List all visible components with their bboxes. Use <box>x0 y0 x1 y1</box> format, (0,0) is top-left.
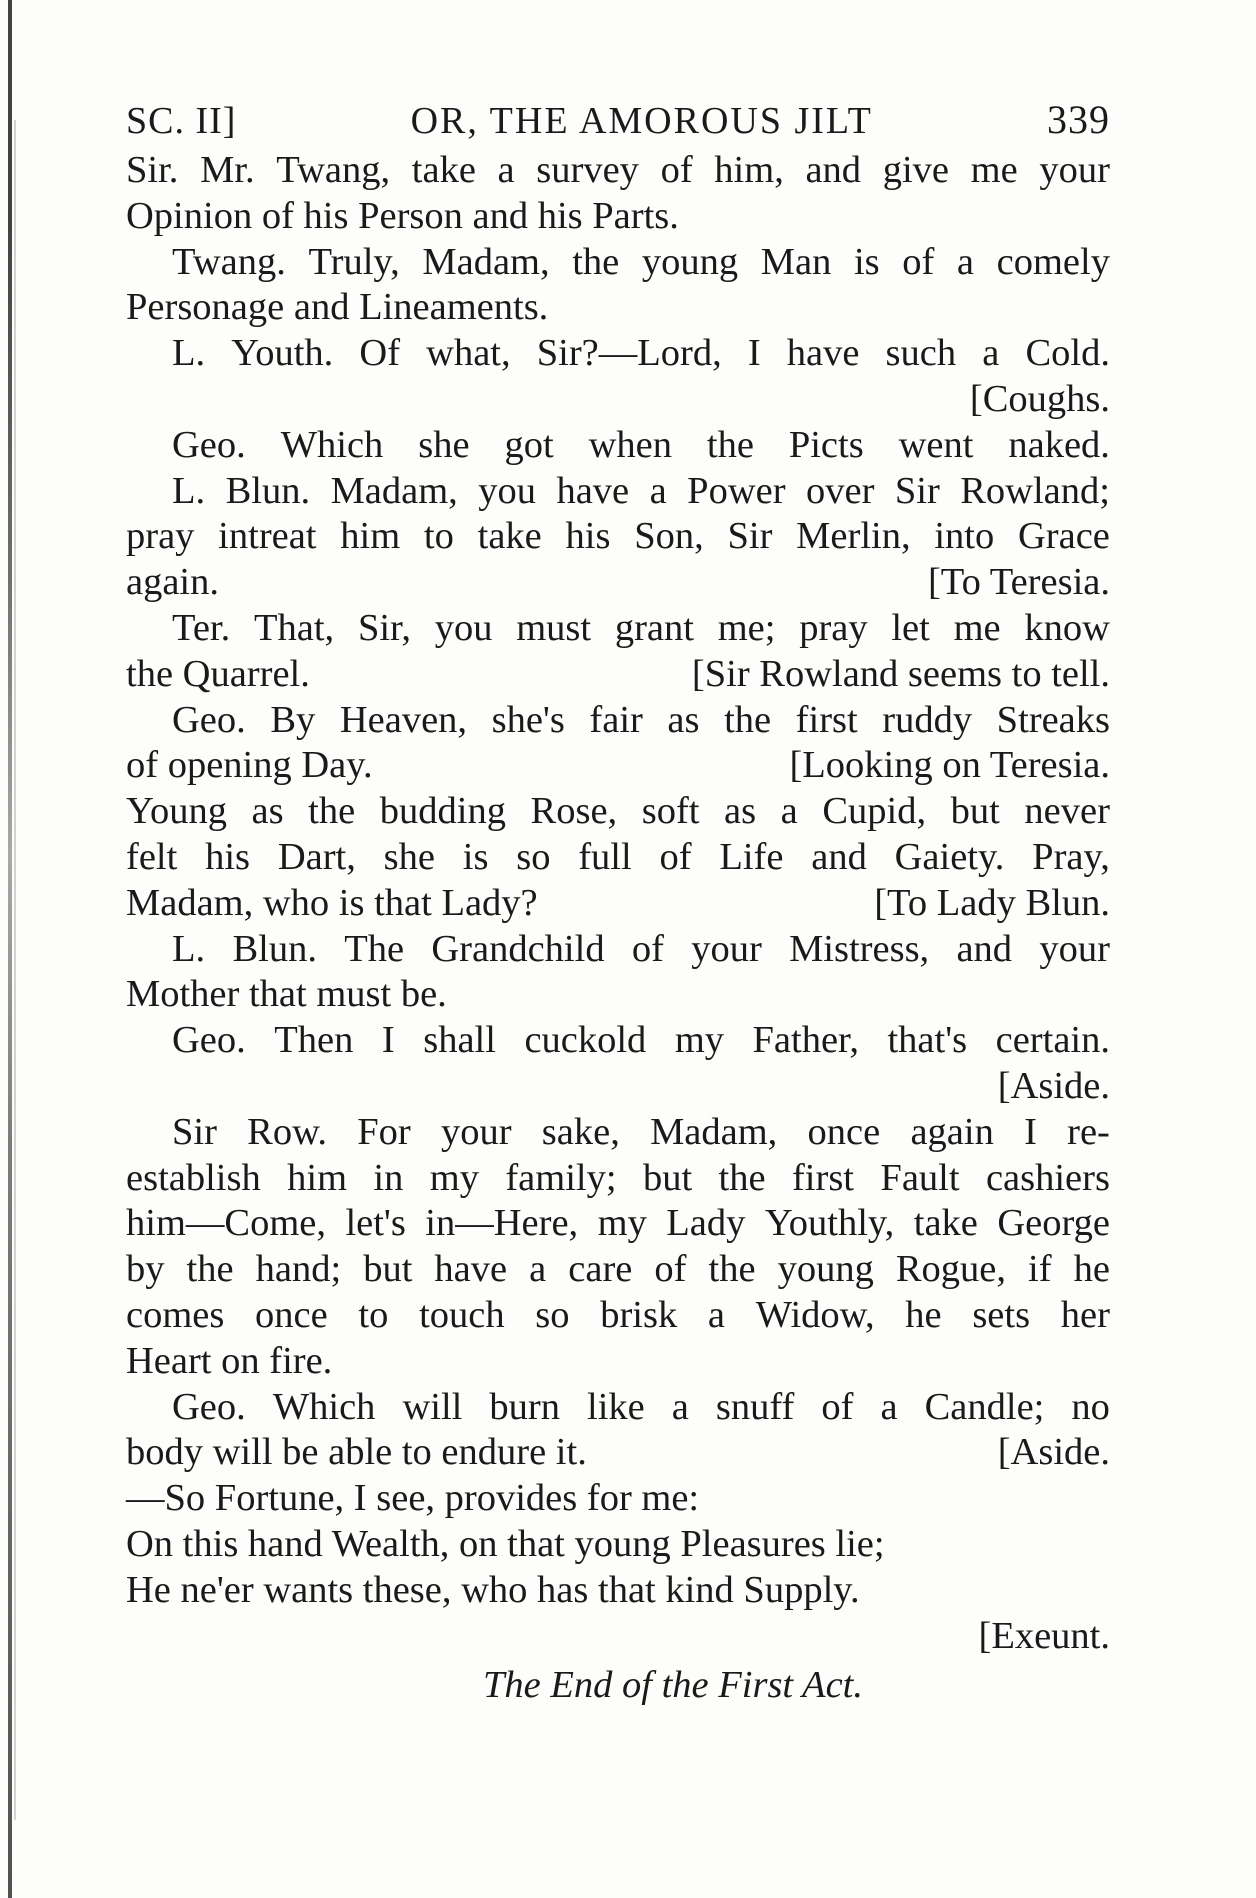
text-line: him—Come, let's in—Here, my Lady Youthly, take George <box>126 1202 1110 1245</box>
text-line: Geo. Which will burn like a snuff of a Candle; no <box>172 1385 1110 1428</box>
text-fragment: of opening Day. <box>126 744 373 787</box>
page-number: 339 <box>1047 97 1110 142</box>
page-body <box>126 148 1110 1709</box>
text-line: Twang. Truly, Madam, the young Man is of a comely <box>172 240 1110 283</box>
stage-direction: [Exeunt. <box>978 1614 1110 1657</box>
text-line: Ter. That, Sir, you must grant me; pray let me know <box>172 606 1110 649</box>
text-line: Young as the budding Rose, soft as a Cupid, but never <box>126 790 1110 833</box>
text-line: Geo. Which she got when the Picts went naked. <box>172 423 1110 466</box>
text-line: Heart on fire. <box>126 1339 333 1382</box>
text-line-with-direction <box>126 743 1110 789</box>
text-line: L. Blun. Madam, you have a Power over Sir Rowland; <box>172 469 1110 512</box>
running-title: OR, THE AMOROUS JILT <box>410 100 873 142</box>
text-line-with-direction <box>126 1430 1110 1476</box>
text-fragment: the Quarrel. <box>126 652 310 695</box>
text-line: pray intreat him to take his Son, Sir Merlin, into Grace <box>126 515 1110 558</box>
verse-line: On this hand Wealth, on that young Pleasures lie; <box>126 1522 885 1565</box>
text-line: Sir Row. For your sake, Madam, once again I re- <box>172 1110 1110 1153</box>
text-line: L. Blun. The Grandchild of your Mistress, and your <box>172 927 1110 970</box>
text-line: comes once to touch so brisk a Widow, he sets her <box>126 1293 1110 1336</box>
text-line: Sir. Mr. Twang, take a survey of him, and give me your <box>126 149 1110 191</box>
text-line: by the hand; but have a care of the young Rogue, if he <box>126 1248 1110 1291</box>
text-fragment: body will be able to endure it. <box>126 1431 587 1474</box>
stage-direction: [Coughs. <box>969 377 1110 420</box>
stage-direction: [Sir Rowland seems to tell. <box>691 652 1110 695</box>
text-line-with-direction <box>126 560 1110 606</box>
act-end-note: The End of the First Act. <box>483 1664 863 1707</box>
text-line: Mother that must be. <box>126 973 447 1016</box>
text-line: Geo. Then I shall cuckold my Father, that's certain. <box>172 1019 1110 1062</box>
text-line: Geo. By Heaven, she's fair as the first ruddy Streaks <box>172 698 1110 741</box>
text-line: felt his Dart, she is so full of Life and Gaiety. Pray, <box>126 835 1110 878</box>
text-line: Personage and Lineaments. <box>126 286 549 329</box>
text-line: —So Fortune, I see, provides for me: <box>126 1477 700 1520</box>
verse-line: He ne'er wants these, who has that kind Supply. <box>126 1568 860 1611</box>
stage-direction: [To Lady Blun. <box>874 881 1110 924</box>
book-page <box>126 96 1110 1709</box>
stage-direction: [To Teresia. <box>927 561 1110 604</box>
text-fragment: again. <box>126 561 219 604</box>
stage-direction: [Aside. <box>997 1431 1110 1474</box>
text-fragment: Madam, who is that Lady? <box>126 881 538 924</box>
text-line: L. Youth. Of what, Sir?—Lord, I have such a Cold. <box>172 332 1110 375</box>
section-marker: SC. II] <box>126 100 237 142</box>
text-line-with-direction <box>126 881 1110 927</box>
text-line: Opinion of his Person and his Parts. <box>126 194 679 237</box>
text-line-with-direction <box>126 652 1110 698</box>
stage-direction: [Looking on Teresia. <box>789 744 1110 787</box>
text-line: establish him in my family; but the first Fault cashiers <box>126 1156 1110 1199</box>
page-binding-shadow <box>14 120 16 1820</box>
page-binding-edge <box>8 0 12 1898</box>
running-header <box>126 96 1110 148</box>
stage-direction: [Aside. <box>997 1064 1110 1107</box>
